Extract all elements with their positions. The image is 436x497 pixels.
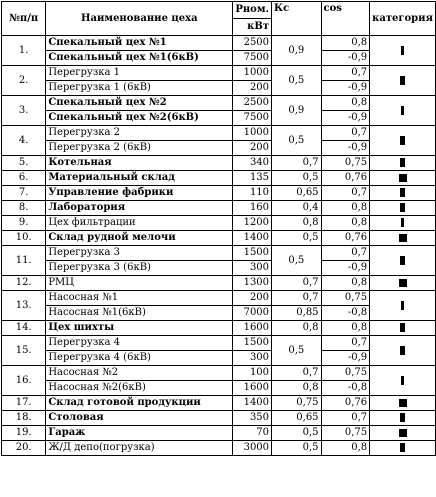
category-ii-icon [400,256,405,265]
rated-power: 1500 [233,246,272,261]
rated-power: 1600 [233,381,272,396]
rated-power: 3000 [233,441,272,456]
rated-power: 7000 [233,306,272,321]
shop-name: Перегрузка 3 (6кВ) [46,261,233,276]
demand-factor: 0,4 [272,201,322,216]
rated-power: 200 [233,291,272,306]
category-cell [370,366,436,396]
category-cell [370,66,436,96]
table-row [2,276,436,291]
demand-factor: 0,65 [272,411,322,426]
rated-power: 1200 [233,216,272,231]
shop-name: Спекальный цех №1 [46,36,233,51]
rated-power: 1600 [233,321,272,336]
category-i-icon [401,218,404,227]
rated-power: 1400 [233,231,272,246]
category-cell [370,426,436,441]
category-cell [370,321,436,336]
category-cell [370,336,436,366]
power-factor: -0,8 [321,381,370,396]
table-row [2,336,436,351]
power-factor: 0,8 [321,36,370,51]
row-number: 1. [2,36,46,66]
rated-power: 340 [233,156,272,171]
table-row [2,246,436,261]
table-row [2,126,436,141]
row-number: 16. [2,366,46,396]
table-row [2,411,436,426]
shop-name: Насосная №1(6кВ) [46,306,233,321]
row-number: 2. [2,66,46,96]
row-number: 12. [2,276,46,291]
shop-name: Склад рудной мелочи [46,231,233,246]
header-num: №п/п [2,2,46,36]
shop-name: Материальный склад [46,171,233,186]
table-row [2,426,436,441]
category-cell [370,276,436,291]
power-factor: 0,75 [321,291,370,306]
power-factor: 0,7 [321,411,370,426]
header-name: Наименование цеха [46,2,233,36]
category-ii-icon [400,413,405,422]
rated-power: 200 [233,81,272,96]
table-row [2,291,436,306]
category-cell [370,201,436,216]
shop-name: Насосная №1 [46,291,233,306]
rated-power: 100 [233,366,272,381]
power-factor: 0,75 [321,366,370,381]
table-row [2,396,436,411]
rated-power: 1400 [233,396,272,411]
table-row [2,36,436,51]
power-factor: 0,7 [321,336,370,351]
demand-factor: 0,65 [272,186,322,201]
table-row [2,171,436,186]
category-cell [370,246,436,276]
demand-factor: 0,5 [272,246,322,276]
table-row [2,366,436,381]
demand-factor: 0,5 [272,336,322,366]
category-cell [370,291,436,321]
category-cell [370,231,436,246]
row-number: 10. [2,231,46,246]
shop-name: Котельная [46,156,233,171]
rated-power: 300 [233,261,272,276]
power-factor: 0,8 [321,321,370,336]
shop-name: Перегрузка 4 (6кВ) [46,351,233,366]
shop-name: Цех фильтрации [46,216,233,231]
rated-power: 300 [233,351,272,366]
category-cell [370,171,436,186]
rated-power: 1300 [233,276,272,291]
shop-name: Перегрузка 1 [46,66,233,81]
shop-name: Перегрузка 2 [46,126,233,141]
rated-power: 1500 [233,336,272,351]
table-row [2,231,436,246]
rated-power: 1000 [233,126,272,141]
demand-factor: 0,7 [272,366,322,381]
category-cell [370,396,436,411]
category-i-icon [401,46,404,55]
category-cell [370,441,436,456]
shop-name: Склад готовой продукции [46,396,233,411]
category-ii-icon [400,188,405,197]
demand-factor: 0,5 [272,126,322,156]
shop-name: Спекальный цех №1(6кВ) [46,51,233,66]
demand-factor: 0,5 [272,441,322,456]
rated-power: 70 [233,426,272,441]
table-row [2,321,436,336]
row-number: 20. [2,441,46,456]
category-ii-icon [400,136,405,145]
table-row [2,66,436,81]
row-number: 8. [2,201,46,216]
demand-factor: 0,9 [272,36,322,66]
rated-power: 1000 [233,66,272,81]
row-number: 4. [2,126,46,156]
header-category: категория [370,2,436,36]
demand-factor: 0,9 [272,96,322,126]
header-p: Рном. [233,2,272,19]
power-factor: -0,9 [321,141,370,156]
category-cell [370,36,436,66]
shop-name: Ж/Д депо(погрузка) [46,441,233,456]
shop-name: Перегрузка 4 [46,336,233,351]
row-number: 3. [2,96,46,126]
category-ii-icon [400,443,405,452]
table-row [2,96,436,111]
rated-power: 350 [233,411,272,426]
power-factor: 0,7 [321,126,370,141]
demand-factor: 0,5 [272,66,322,96]
power-factor: 0,8 [321,216,370,231]
demand-factor: 0,8 [272,381,322,396]
category-cell [370,96,436,126]
power-factor: 0,8 [321,96,370,111]
rated-power: 2500 [233,36,272,51]
shop-name: Цех шихты [46,321,233,336]
row-number: 14. [2,321,46,336]
row-number: 19. [2,426,46,441]
shop-name: Перегрузка 2 (6кВ) [46,141,233,156]
demand-factor: 0,5 [272,231,322,246]
power-factor: 0,7 [321,66,370,81]
power-factor: 0,7 [321,246,370,261]
category-ii-icon [400,323,405,332]
shop-name: Насосная №2 [46,366,233,381]
rated-power: 7500 [233,51,272,66]
shop-name: Насосная №2(6кВ) [46,381,233,396]
demand-factor: 0,5 [272,171,322,186]
demand-factor: 0,75 [272,396,322,411]
table-row [2,186,436,201]
shop-name: Лаборатория [46,201,233,216]
row-number: 6. [2,171,46,186]
table-row [2,201,436,216]
category-ii-icon [400,158,405,167]
power-factor: 0,76 [321,171,370,186]
row-number: 9. [2,216,46,231]
power-factor: 0,76 [321,396,370,411]
header-cos: cos [321,2,370,36]
rated-power: 160 [233,201,272,216]
header-kc: Кс [272,2,322,36]
power-factor: 0,8 [321,276,370,291]
power-factor: 0,8 [321,201,370,216]
demand-factor: 0,7 [272,156,322,171]
category-i-icon [401,376,404,385]
demand-factor: 0,7 [272,291,322,306]
power-factor: 0,76 [321,231,370,246]
demand-factor: 0,8 [272,321,322,336]
category-iii-icon [399,174,407,182]
table-row [2,441,436,456]
shop-name: Перегрузка 3 [46,246,233,261]
row-number: 5. [2,156,46,171]
category-ii-icon [400,76,405,85]
rated-power: 2500 [233,96,272,111]
shop-name: Столовая [46,411,233,426]
power-factor: -0,9 [321,111,370,126]
demand-factor: 0,5 [272,426,322,441]
table-header [2,2,436,36]
shop-name: Гараж [46,426,233,441]
row-number: 18. [2,411,46,426]
demand-factor: 0,85 [272,306,322,321]
category-cell [370,216,436,231]
category-iii-icon [399,234,407,242]
row-number: 7. [2,186,46,201]
category-cell [370,411,436,426]
category-cell [370,126,436,156]
workshop-load-table [1,1,436,456]
row-number: 17. [2,396,46,411]
shop-name: Спекальный цех №2 [46,96,233,111]
demand-factor: 0,8 [272,216,322,231]
category-i-icon [401,106,404,115]
category-ii-icon [400,203,405,212]
row-number: 11. [2,246,46,276]
power-factor: -0,9 [321,81,370,96]
row-number: 13. [2,291,46,321]
category-cell [370,186,436,201]
header-p-unit: кВт [233,19,272,36]
category-iii-icon [399,429,407,437]
power-factor: -0,8 [321,306,370,321]
power-factor: -0,9 [321,261,370,276]
table-row [2,216,436,231]
category-iii-icon [399,399,407,407]
category-cell [370,156,436,171]
rated-power: 110 [233,186,272,201]
table-body [2,36,436,456]
power-factor: -0,9 [321,351,370,366]
power-factor: 0,7 [321,186,370,201]
shop-name: Перегрузка 1 (6кВ) [46,81,233,96]
shop-name: Управление фабрики [46,186,233,201]
row-number: 15. [2,336,46,366]
category-i-icon [401,301,404,310]
category-iii-icon [399,279,407,287]
rated-power: 200 [233,141,272,156]
category-ii-icon [400,346,405,355]
shop-name: Спекальный цех №2(6кВ) [46,111,233,126]
power-factor: 0,75 [321,156,370,171]
power-factor: 0,75 [321,426,370,441]
demand-factor: 0,7 [272,276,322,291]
power-factor: 0,8 [321,441,370,456]
rated-power: 135 [233,171,272,186]
rated-power: 7500 [233,111,272,126]
power-factor: -0,9 [321,51,370,66]
shop-name: РМЦ [46,276,233,291]
table-row [2,156,436,171]
